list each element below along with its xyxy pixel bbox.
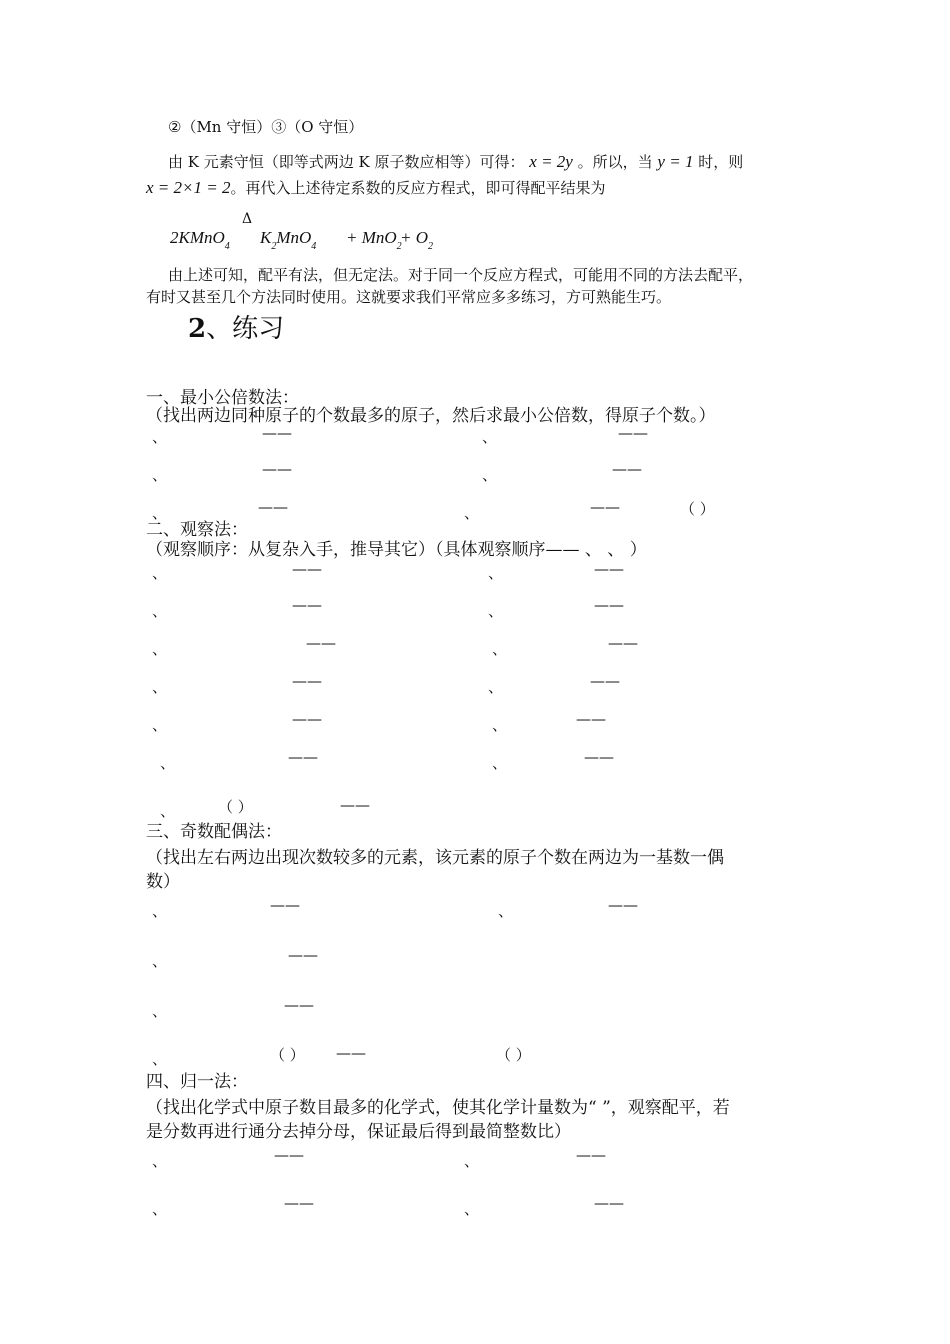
blank-arrow: —— [292,560,322,578]
method4-hint-1: （找出化学式中原子数目最多的化学式，使其化学计量数为“ ”，观察配平，若 [146,1098,730,1118]
blank-arrow: —— [284,1194,314,1212]
blank-sep: 、 [152,1152,168,1170]
heat-symbol: Δ [242,211,253,227]
equation-x-value: x = 2×1 = 2 [146,178,231,197]
blank-sep: 、 [152,640,168,658]
text: 。再代入上述待定系数的反应方程式，即可得配平结果为 [230,179,606,197]
reactant: 2KMnO$_4$ [170,228,230,252]
blank-sep: 、 [152,902,168,920]
blank-arrow: —— [288,748,318,766]
blank-sep: 、 [482,428,498,446]
summary-line-1: 由上述可知，配平有法，但无定法。对于同一个反应方程式，可能用不同的方法去配平， [168,266,754,284]
blank-arrow: —— [258,498,288,516]
method3-title: 三、奇数配偶法： [146,822,282,842]
blank-sep: 、 [488,602,504,620]
blank-sep: 、 [492,640,508,658]
product-mno2: + MnO$_2$ [346,228,402,252]
blank-arrow: —— [270,896,300,914]
method3-hint-2: 数） [146,872,180,892]
blank-arrow: —— [608,896,638,914]
blank-sep: 、 [152,602,168,620]
blank-paren: （ ） [496,1046,531,1064]
blank-arrow: —— [576,1146,606,1164]
blank-sep: 、 [152,952,168,970]
method4-hint-2: 是分数再进行通分去掉分母，保证最后得到最简整数比） [146,1122,571,1142]
blank-sep: 、 [488,678,504,696]
blank-arrow: —— [576,710,606,728]
potassium-conservation-line [168,152,743,172]
blank-sep: 、 [464,1200,480,1218]
text: 。所以，当 [577,153,653,171]
blank-arrow: —— [584,748,614,766]
blank-arrow: —— [612,460,642,478]
method1-hint: （找出两边同种原子的个数最多的原子，然后求最小公倍数，得原子个数。） [146,406,716,426]
blank-arrow: —— [590,498,620,516]
blank-arrow: —— [594,560,624,578]
blank-sep: 、 [488,564,504,582]
blank-sep: 、 [152,504,168,522]
text: 时，则 [698,153,744,171]
blank-sep: 、 [464,1152,480,1170]
blank-arrow: —— [292,710,322,728]
section-title: 2、练习 [188,314,285,344]
blank-paren: （ ） [218,798,253,816]
method3-hint-1: （找出左右两边出现次数较多的元素，该元素的原子个数在两边为一基数一偶 [146,848,724,868]
blank-arrow: —— [618,424,648,442]
blank-paren: （ ） [680,500,715,518]
text: 由 K 元素守恒（即等式两边 K 原子数应相等）可得： [168,153,525,171]
blank-sep: 、 [152,466,168,484]
method2-hint: （观察顺序：从复杂入手，推导其它）（具体观察顺序—— 、 、 ） [146,540,647,560]
blank-arrow: —— [590,672,620,690]
equation-y-1: y = 1 [657,152,694,171]
blank-arrow: —— [306,634,336,652]
product-o2: + $O_2$ [400,228,433,252]
blank-arrow: —— [292,596,322,614]
blank-sep: 、 [464,504,480,522]
blank-sep: 、 [152,1050,168,1068]
blank-arrow: —— [340,796,370,814]
blank-arrow: —— [608,634,638,652]
conservation-line: ②（Mn 守恒）③（O 守恒） [168,118,364,136]
blank-sep: 、 [482,466,498,484]
blank-sep: 、 [152,1002,168,1020]
blank-sep: 、 [160,754,176,772]
blank-arrow: —— [594,596,624,614]
blank-arrow: —— [336,1044,366,1062]
product-k2mno4: $K_2MnO_4$ [260,228,317,252]
equation-x-2y: x = 2y [529,152,573,171]
blank-sep: 、 [492,716,508,734]
method1-title: 一、最小公倍数法： [146,388,299,408]
blank-sep: 、 [492,754,508,772]
blank-arrow: —— [262,424,292,442]
blank-arrow: —— [288,946,318,964]
blank-arrow: —— [274,1146,304,1164]
method2-title: 二、观察法： [146,520,248,540]
blank-paren: （ ） [270,1046,305,1064]
blank-sep: 、 [160,802,176,820]
blank-sep: 、 [152,1200,168,1218]
summary-line-2: 有时又甚至几个方法同时使用。这就要求我们平常应多多练习，方可熟能生巧。 [146,288,672,306]
blank-arrow: —— [594,1194,624,1212]
blank-arrow: —— [284,996,314,1014]
blank-arrow: —— [262,460,292,478]
balanced-equation [170,208,470,258]
method4-title: 四、归一法： [146,1072,248,1092]
substitute-line [146,178,605,198]
blank-arrow: —— [292,672,322,690]
blank-sep: 、 [152,564,168,582]
blank-sep: 、 [152,678,168,696]
blank-sep: 、 [152,428,168,446]
blank-sep: 、 [498,902,514,920]
blank-sep: 、 [152,716,168,734]
